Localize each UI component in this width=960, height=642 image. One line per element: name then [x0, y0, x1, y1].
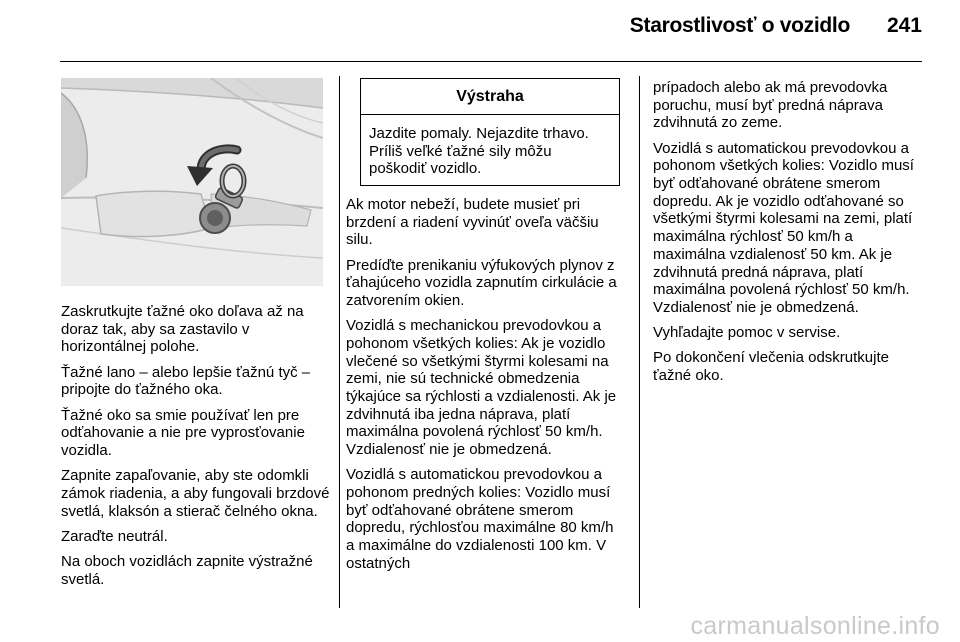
watermark: carmanualsonline.info: [690, 612, 940, 640]
header-rule: [60, 61, 922, 62]
page-number: 241: [886, 14, 922, 37]
column-1: [61, 303, 331, 596]
column-divider-1: [339, 76, 340, 608]
paragraph: prípadoch alebo ak má prevodovka poruchu, musí byť predná náprava zdvihnutá zo zeme.: [653, 79, 888, 132]
column-3: [653, 79, 925, 392]
paragraph: Vozidlá s automatickou prevodovkou a pohonom predných kolies: Vozidlo musí byť odťahované obrátene smerom dopredu, rýchlosťou maximálne 80 km/h a maximálne do vzdialenosti 100 km. V ostatných: [346, 466, 614, 572]
warning-text: Jazdite pomaly. Nejazdite trhavo. Príliš veľké ťažné sily môžu poškodiť vozidlo.: [369, 125, 589, 177]
paragraph: Po dokončení vlečenia odskrutkujte ťažné oko.: [653, 349, 889, 385]
warning-heading: Výstraha: [361, 79, 619, 115]
paragraph: Vyhľadajte pomoc v servise.: [653, 324, 841, 342]
paragraph: Na oboch vozidlách zapnite výstražné svetlá.: [61, 552, 313, 588]
tow-eye-drawing: [61, 78, 323, 286]
paragraph: Ak motor nebeží, budete musieť pri brzdení a riadení vyvinúť oveľa väčšiu silu.: [346, 196, 599, 249]
paragraph: Zaraďte neutrál.: [61, 527, 168, 545]
warning-box: [360, 78, 620, 186]
page-title: Starostlivosť o vozidlo: [629, 14, 850, 37]
paragraph: Vozidlá s mechanickou prevodovkou a pohonom všetkých kolies: Ak je vozidlo vlečené so všetkými štyrmi kolesami na zemi, nie sú technické obmedzenia týkajúce sa rýchlosti a vzdialenosti. Ak je zdvihnutá iba jedna náprava, platí maximálna povolená rýchlosť 50 km/h. Vzdialenosť nie je obmedzená.: [346, 317, 617, 459]
paragraph: Vozidlá s automatickou prevodovkou a pohonom všetkých kolies: Vozidlo musí byť odťahované obrátene smerom dopredu. Ak je vozidlo odťahované so všetkými štyrmi kolesami na zemi, platí maximálna rýchlosť 50 km/h a maximálna vzdialenosť 50 km. Ak je zdvihnutá predná náprava, platí maximálna povolená rýchlosť 50 km/h. Vzdialenosť nie je obmedzená.: [653, 139, 914, 316]
paragraph: Predíďte prenikaniu výfukových plynov z ťahajúceho vozidla zapnutím cirkulácie a zatvorením okien.: [346, 256, 617, 310]
paragraph: Zaskrutkujte ťažné oko doľava až na doraz tak, aby sa zastavilo v horizontálnej polohe.: [61, 303, 304, 356]
paragraph: Ťažné oko sa smie používať len pre odťahovanie a nie pre vyprosťovanie vozidla.: [61, 406, 305, 459]
column-2: [346, 196, 624, 580]
paragraph: Zapnite zapaľovanie, aby ste odomkli zámok riadenia, a aby fungovali brzdové svetlá, klaksón a stierač čelného okna.: [61, 467, 330, 520]
column-divider-2: [639, 76, 640, 608]
tow-eye-illustration: [61, 78, 323, 286]
paragraph: Ťažné lano – alebo lepšie ťažnú tyč – pripojte do ťažného oka.: [61, 363, 311, 399]
